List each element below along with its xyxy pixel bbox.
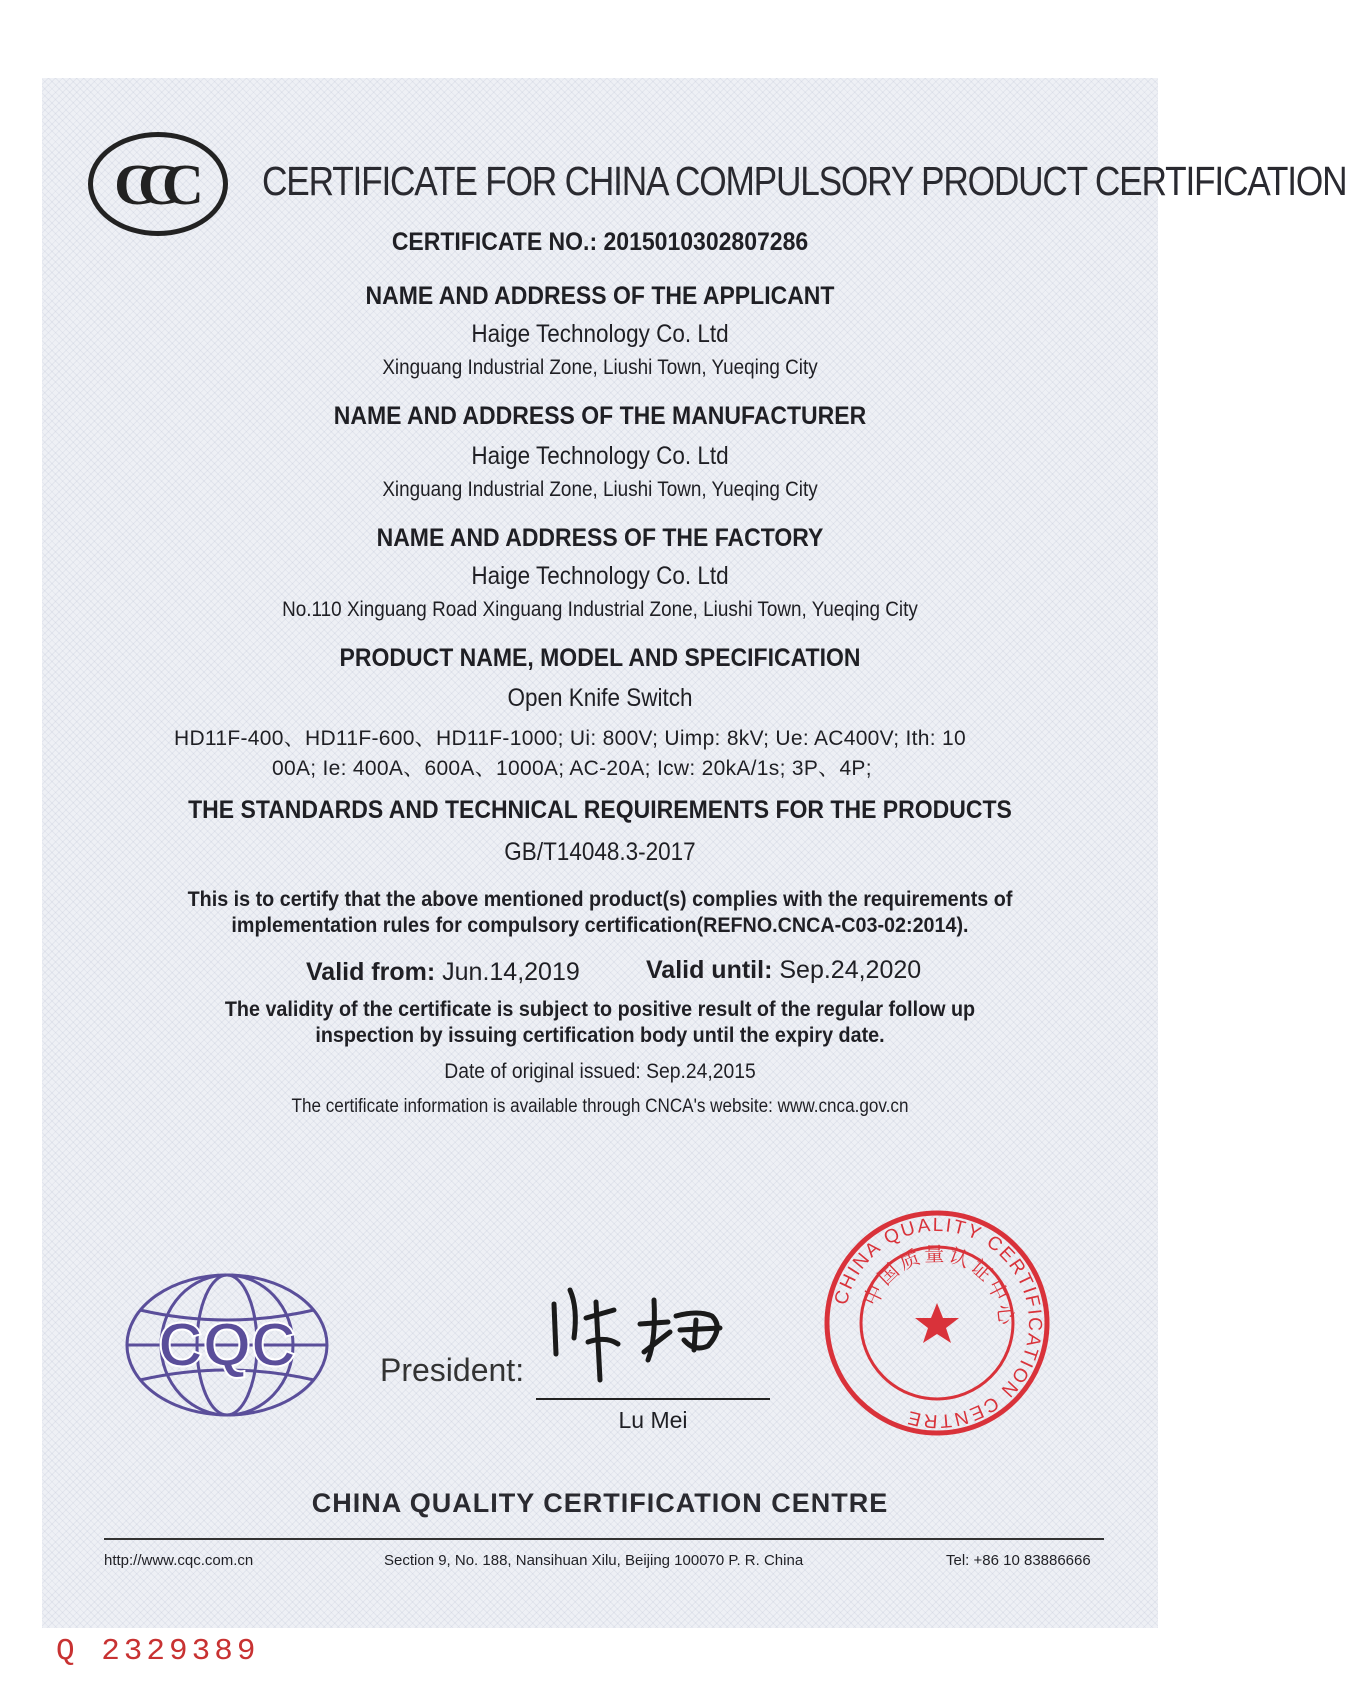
standards-heading: THE STANDARDS AND TECHNICAL REQUIREMENTS FOR THE PRODUCTS: [188, 796, 1012, 824]
manufacturer-address: Xinguang Industrial Zone, Liushi Town, Yueqing City: [382, 478, 818, 501]
certificate-number: CERTIFICATE NO.: 2015010302807286: [391, 228, 809, 256]
statement-line-2: implementation rules for compulsory certification(REFNO.CNCA-C03-02:2014).: [231, 914, 969, 937]
factory-address: No.110 Xinguang Road Xinguang Industrial Zone, Liushi Town, Yueqing City: [282, 598, 918, 621]
valid-from-label: Valid from:: [306, 958, 436, 986]
product-spec-line-1: HD11F-400、HD11F-600、HD11F-1000; Ui: 800V; Uimp: 8kV; Ue: AC400V; Ith: 10: [174, 727, 966, 750]
product-name: Open Knife Switch: [507, 684, 693, 712]
applicant-address: Xinguang Industrial Zone, Liushi Town, Yueqing City: [382, 356, 818, 379]
seal-inner-text: 中国质量认证中心: [858, 1241, 1019, 1329]
seal-star-icon: [915, 1303, 959, 1343]
original-issue-date: Date of original issued: Sep.24,2015: [444, 1060, 756, 1083]
cqc-logo-text: CQC: [158, 1311, 296, 1380]
president-name: Lu Mei: [618, 1407, 688, 1433]
certificate-title: CERTIFICATE FOR CHINA COMPULSORY PRODUCT CERTIFICATION: [262, 158, 1346, 204]
cnca-website-note: The certificate information is available through CNCA's website: www.cnca.gov.cn: [291, 1096, 909, 1117]
footer-address: Section 9, No. 188, Nansihuan Xilu, Beijing 100070 P. R. China: [384, 1552, 804, 1569]
signature-line: [536, 1398, 770, 1400]
applicant-heading: NAME AND ADDRESS OF THE APPLICANT: [365, 282, 835, 310]
validity-note-line-2: inspection by issuing certification body until the expiry date.: [315, 1024, 885, 1047]
official-seal: [822, 1208, 1052, 1438]
factory-heading: NAME AND ADDRESS OF THE FACTORY: [376, 524, 824, 552]
footer-website: http://www.cqc.com.cn: [104, 1552, 254, 1569]
footer-divider: [104, 1538, 1104, 1540]
product-spec-line-2: 00A; Ie: 400A、600A、1000A; AC-20A; Icw: 20kA/1s; 3P、4P;: [272, 757, 872, 780]
product-heading: PRODUCT NAME, MODEL AND SPECIFICATION: [339, 644, 861, 672]
footer-phone: Tel: +86 10 83886666: [946, 1552, 1091, 1569]
valid-until-value: Sep.24,2020: [779, 956, 922, 984]
ccc-logo-text: CCC: [114, 152, 186, 217]
seal-outer-text: CHINA QUALITY CERTIFICATION CENTRE: [830, 1214, 1046, 1432]
valid-until: [646, 956, 921, 985]
president-label: President:: [380, 1352, 525, 1388]
valid-from-value: Jun.14,2019: [442, 958, 580, 986]
validity-note-line-1: The validity of the certificate is subject to positive result of the regular follow up: [224, 998, 976, 1021]
factory-name: Haige Technology Co. Ltd: [471, 562, 729, 590]
valid-until-label: Valid until:: [646, 956, 773, 984]
footer-organization: CHINA QUALITY CERTIFICATION CENTRE: [311, 1488, 889, 1518]
cqc-logo: [122, 1270, 332, 1420]
valid-from: [306, 958, 580, 987]
manufacturer-heading: NAME AND ADDRESS OF THE MANUFACTURER: [333, 402, 867, 430]
manufacturer-name: Haige Technology Co. Ltd: [471, 442, 729, 470]
ccc-logo: [88, 132, 228, 236]
standards-value: GB/T14048.3-2017: [504, 838, 696, 866]
applicant-name: Haige Technology Co. Ltd: [471, 320, 729, 348]
statement-line-1: This is to certify that the above mentioned product(s) complies with the requirements of: [187, 888, 1013, 911]
president-signature: [548, 1280, 768, 1390]
serial-number: Q 2329389: [56, 1634, 260, 1669]
